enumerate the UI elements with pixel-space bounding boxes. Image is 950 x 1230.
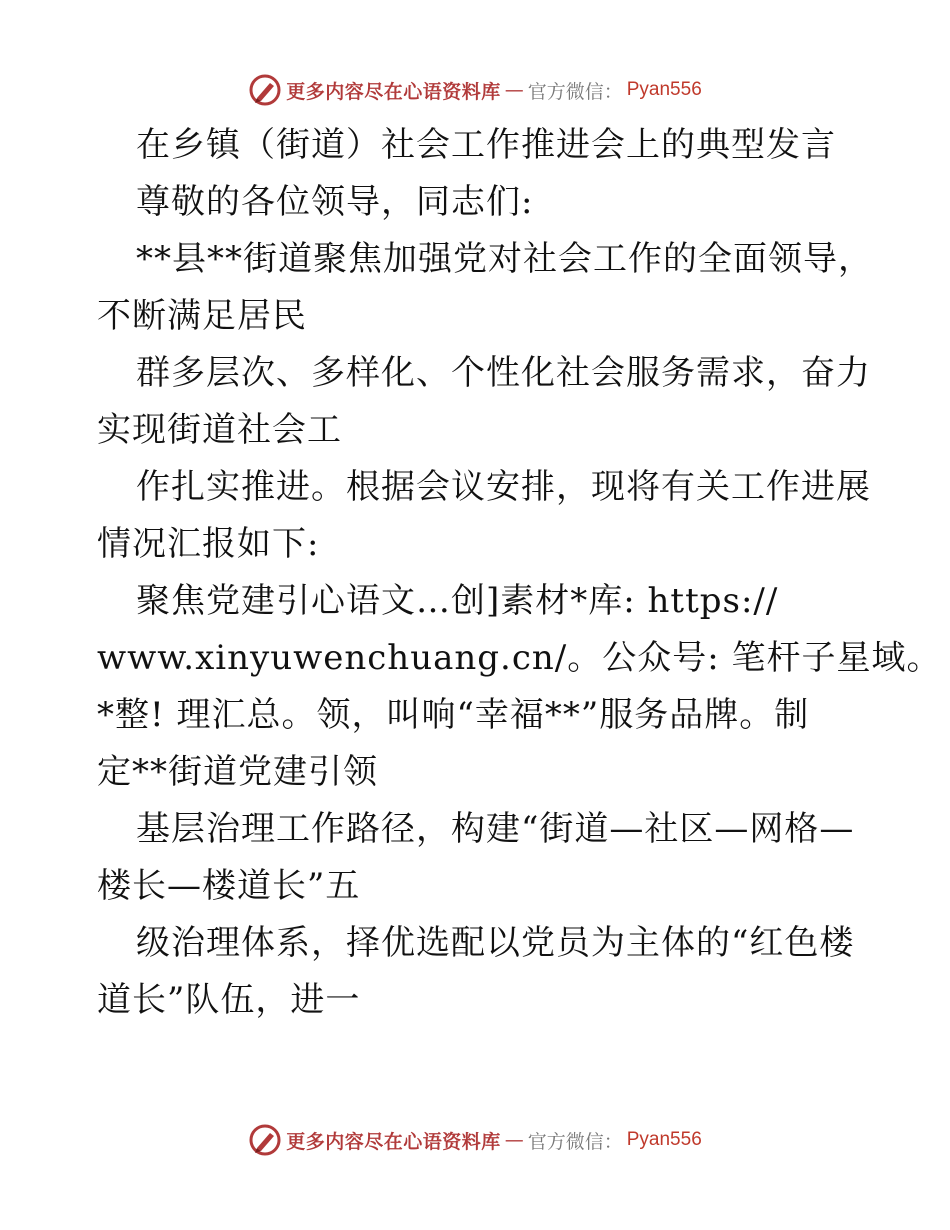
paragraph-line: *整! 理汇总。领，叫响“幸福**”服务品牌。制 xyxy=(97,695,810,735)
watermark-id: Pyan556 xyxy=(626,1129,702,1150)
footer-watermark xyxy=(0,1118,950,1162)
paragraph-line: 道长”队伍，进一 xyxy=(97,980,361,1020)
paragraph-line: 聚焦党建引心语文…创]素材*库: https:// xyxy=(136,581,779,621)
pen-logo-icon xyxy=(248,73,282,107)
watermark-separator: — xyxy=(504,1129,524,1151)
document-body xyxy=(97,117,942,1029)
watermark-brand: 更多内容尽在心语资料库 xyxy=(286,80,501,103)
paragraph-line: 级治理体系，择优选配以党员为主体的“红色楼 xyxy=(136,923,855,963)
salutation: 尊敬的各位领导，同志们: xyxy=(136,182,534,222)
paragraph-line: **县**街道聚焦加强党对社会工作的全面领导， xyxy=(136,239,873,279)
paragraph-line: 作扎实推进。根据会议安排，现将有关工作进展 xyxy=(136,467,871,507)
watermark-id: Pyan556 xyxy=(626,79,702,100)
paragraph-line: 情况汇报如下: xyxy=(97,524,320,564)
document-title: 在乡镇（街道）社会工作推进会上的典型发言 xyxy=(136,125,836,165)
paragraph-line: 楼长—楼道长”五 xyxy=(97,866,361,906)
paragraph-line: www.xinyuwenchuang.cn/。公众号: 笔杆子星域。 xyxy=(97,638,942,678)
paragraph-line: 定**街道党建引领 xyxy=(97,752,378,792)
watermark-label: 官方微信： xyxy=(527,80,623,103)
paragraph-line: 群多层次、多样化、个性化社会服务需求，奋力 xyxy=(136,353,871,393)
watermark-separator: — xyxy=(504,79,524,101)
watermark-label: 官方微信： xyxy=(527,1130,623,1153)
paragraph-line: 基层治理工作路径，构建“街道—社区—网格— xyxy=(136,809,855,849)
paragraph-line: 不断满足居民 xyxy=(97,296,307,336)
watermark-brand: 更多内容尽在心语资料库 xyxy=(286,1130,501,1153)
header-watermark xyxy=(0,68,950,112)
paragraph-line: 实现街道社会工 xyxy=(97,410,342,450)
pen-logo-icon xyxy=(248,1123,282,1157)
